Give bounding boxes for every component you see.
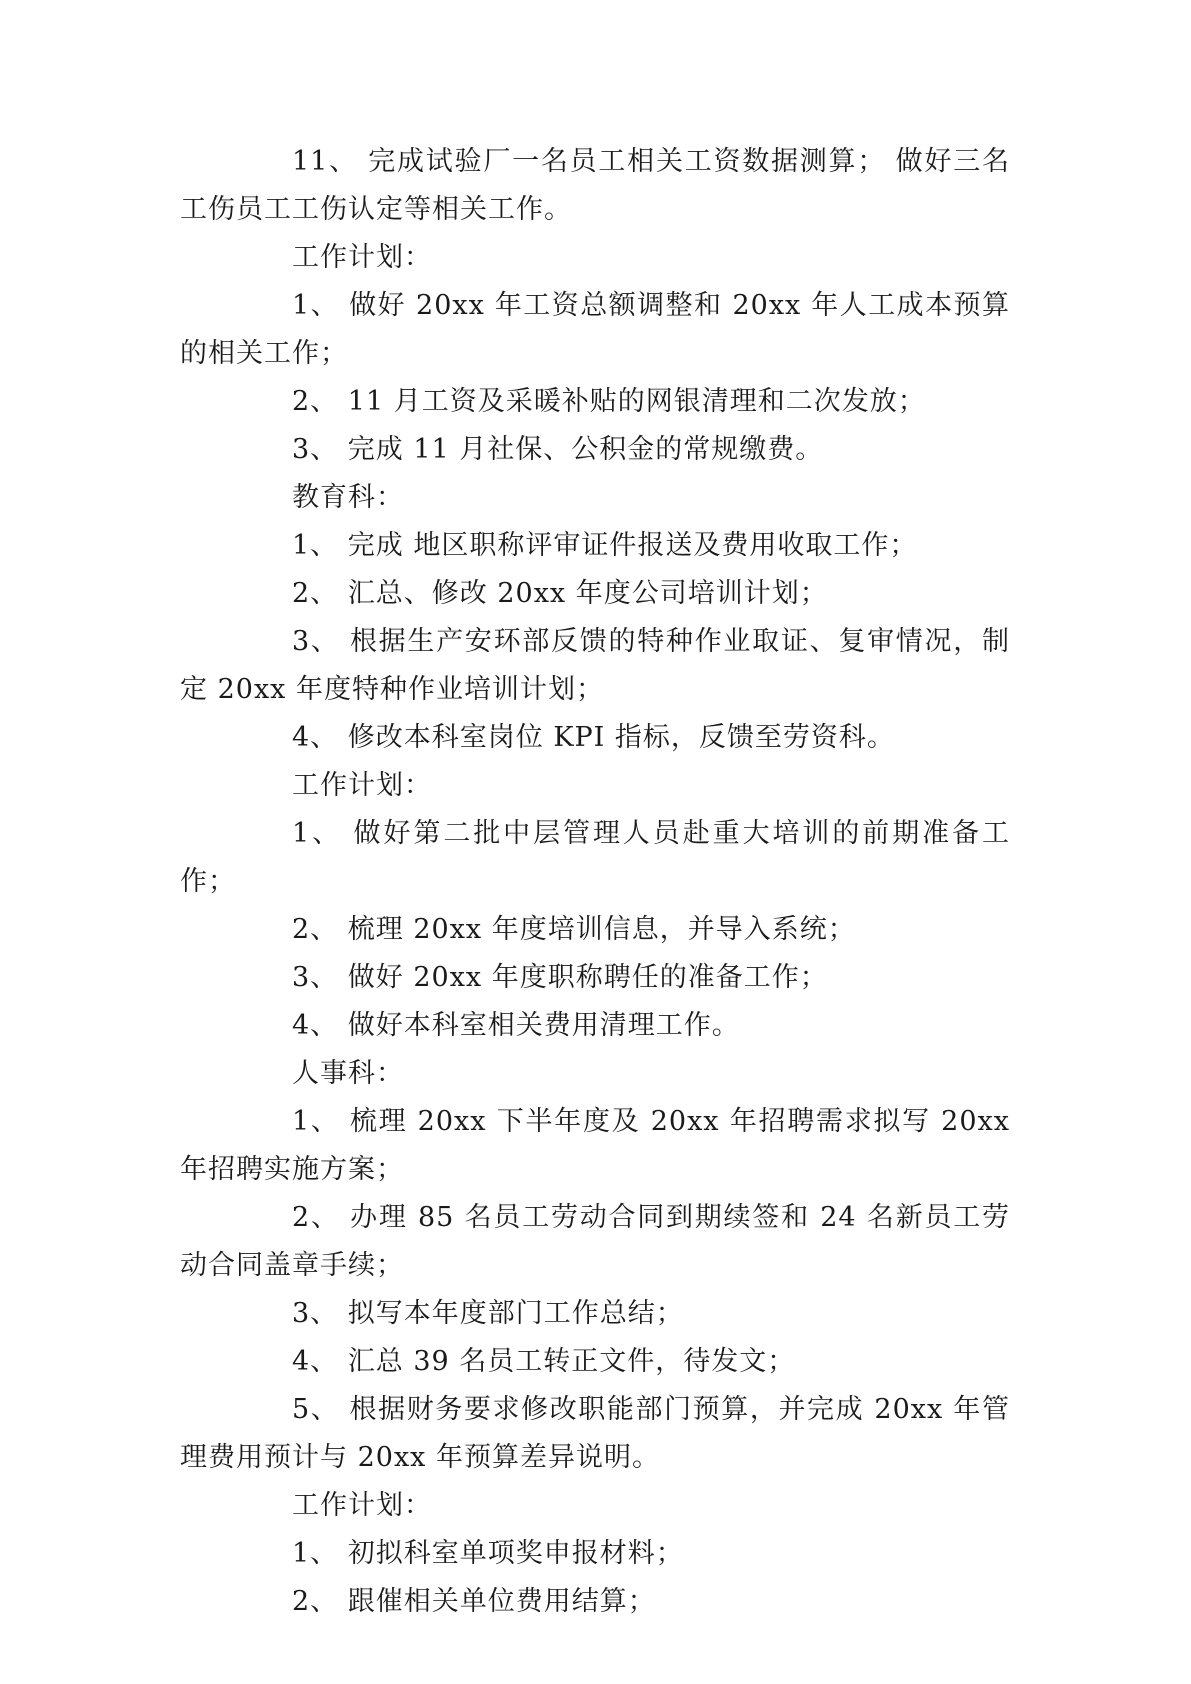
paragraph-edu-plan-1: 1、 做好第二批中层管理人员赴重大培训的前期准备工作； xyxy=(180,818,1010,897)
paragraph-edu-4: 4、 修改本科室岗位 KPI 指标，反馈至劳资科。 xyxy=(292,722,895,753)
paragraph-edu-3: 3、 根据生产安环部反馈的特种作业取证、复审情况，制定 20xx 年度特种作业培训计划； xyxy=(180,626,1010,705)
paragraph-hr-3: 3、 拟写本年度部门工作总结； xyxy=(292,1298,684,1329)
paragraph-pay-calc: 11、 完成试验厂一名员工相关工资数据测算； 做好三名工伤员工工伤认定等相关工作。 xyxy=(180,146,1010,225)
heading-work-plan: 工作计划： xyxy=(292,1490,432,1521)
paragraph-edu-1: 1、 完成 地区职称评审证件报送及费用收取工作； xyxy=(292,530,918,561)
heading-personnel-dept: 人事科： xyxy=(292,1058,404,1089)
document-page xyxy=(180,138,1010,1626)
paragraph-plan-2: 2、 11 月工资及采暖补贴的网银清理和二次发放； xyxy=(292,386,926,417)
paragraph-hr-4: 4、 汇总 39 名员工转正文件，待发文； xyxy=(292,1346,796,1377)
paragraph-edu-2: 2、 汇总、修改 20xx 年度公司培训计划； xyxy=(292,578,828,609)
paragraph-hr-2: 2、 办理 85 名员工劳动合同到期续签和 24 名新员工劳动合同盖章手续； xyxy=(180,1202,1010,1281)
paragraph-edu-plan-4: 4、 做好本科室相关费用清理工作。 xyxy=(292,1010,740,1041)
paragraph-plan-1: 1、 做好 20xx 年工资总额调整和 20xx 年人工成本预算的相关工作； xyxy=(180,290,1010,369)
paragraph-hr-1: 1、 梳理 20xx 下半年度及 20xx 年招聘需求拟写 20xx 年招聘实施方案； xyxy=(180,1106,1010,1185)
paragraph-hr-5: 5、 根据财务要求修改职能部门预算，并完成 20xx 年管理费用预计与 20xx 年预算差异说明。 xyxy=(180,1394,1010,1473)
paragraph-plan-3: 3、 完成 11 月社保、公积金的常规缴费。 xyxy=(292,434,824,465)
paragraph-hr-plan-2: 2、 跟催相关单位费用结算； xyxy=(292,1586,656,1617)
heading-work-plan: 工作计划： xyxy=(292,242,432,273)
paragraph-hr-plan-1: 1、 初拟科室单项奖申报材料； xyxy=(292,1538,684,1569)
heading-work-plan: 工作计划： xyxy=(292,770,432,801)
paragraph-edu-plan-2: 2、 梳理 20xx 年度培训信息，并导入系统； xyxy=(292,914,856,945)
paragraph-edu-plan-3: 3、 做好 20xx 年度职称聘任的准备工作； xyxy=(292,962,828,993)
heading-education-dept: 教育科： xyxy=(292,482,404,513)
